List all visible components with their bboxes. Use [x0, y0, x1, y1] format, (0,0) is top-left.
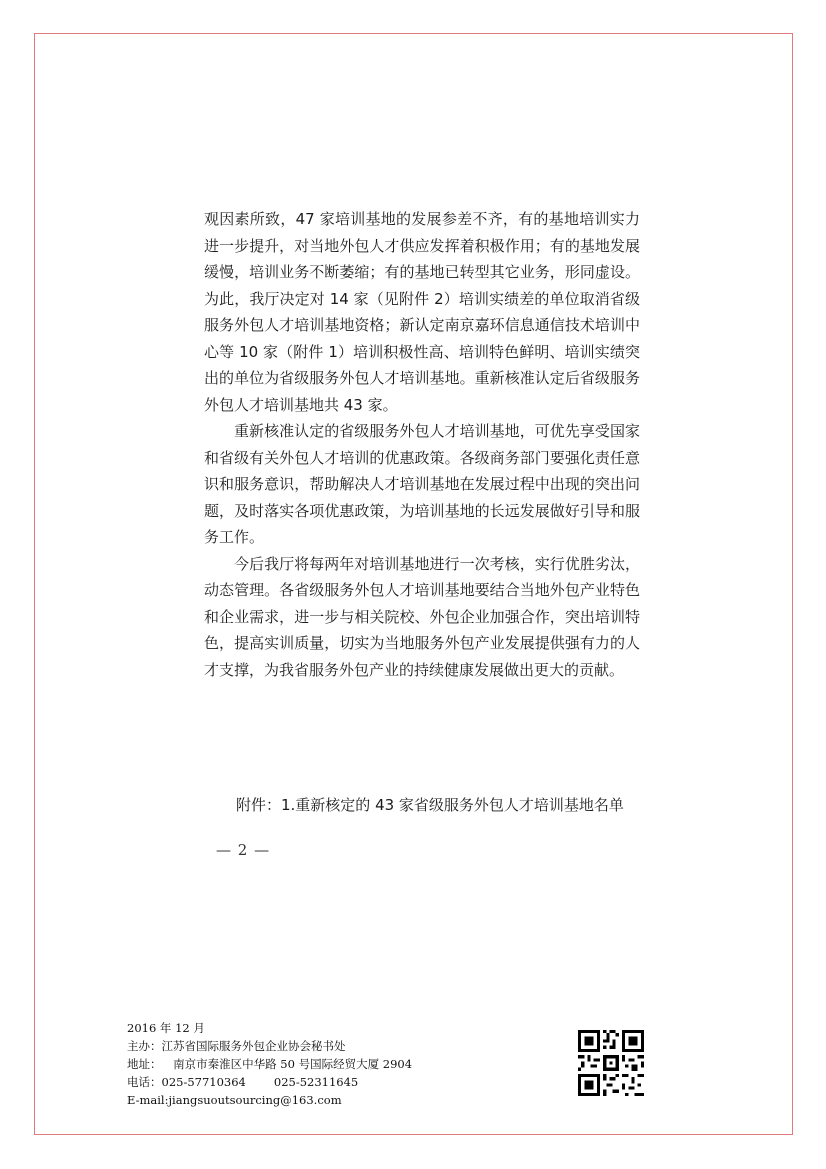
document-body	[204, 206, 640, 683]
footer-phone-label: 电话：	[127, 1075, 162, 1089]
footer-date: 2016 年 12 月	[127, 1021, 205, 1035]
qr-code-icon	[578, 1030, 644, 1096]
footer-phone-row	[127, 1073, 412, 1091]
footer-phone-2: 025-52311645	[273, 1075, 359, 1089]
footer-address-label: 地址：	[127, 1057, 162, 1071]
paragraph-1: 观因素所致，47 家培训基地的发展参差不齐，有的基地培训实力进一步提升，对当地外包人才供应发挥着积极作用；有的基地发展缓慢，培训业务不断萎缩；有的基地已转型其它业务，形同虚设。为此，我厅决定对 14 家（见附件 2）培训实绩差的单位取消省级服务外包人才培训基地资格；新认定南京嘉环信息通信技术培训中心等 10 家（附件 1）培训积极性高、培训特色鲜明、培训实绩突出的单位为省级服务外包人才培训基地。重新核准认定后省级服务外包人才培训基地共 43 家。	[204, 210, 640, 414]
footer-address-row	[127, 1055, 412, 1073]
footer	[127, 1019, 412, 1109]
footer-host: 主办：江苏省国际服务外包企业协会秘书处	[127, 1039, 346, 1053]
paragraph-3: 今后我厅将每两年对培训基地进行一次考核，实行优胜劣汰，动态管理。各省级服务外包人才培训基地要结合当地外包产业特色和企业需求，进一步与相关院校、外包企业加强合作，突出培训特色，提高实训质量，切实为当地服务外包产业发展提供强有力的人才支撑，为我省服务外包产业的持续健康发展做出更大的贡献。	[204, 554, 640, 679]
paragraph-2: 重新核准认定的省级服务外包人才培训基地，可优先享受国家和省级有关外包人才培训的优惠政策。各级商务部门要强化责任意识和服务意识，帮助解决人才培训基地在发展过程中出现的突出问题，及时落实各项优惠政策，为培训基地的长远发展做好引导和服务工作。	[204, 422, 640, 546]
page-number: — 2 —	[216, 841, 271, 859]
footer-email: E-mail:jiangsuoutsourcing@163.com	[127, 1093, 342, 1107]
footer-address: 南京市秦淮区中华路 50 号国际经贸大厦 2904	[173, 1057, 413, 1071]
attachment-line: 附件：1.重新核定的 43 家省级服务外包人才培训基地名单	[236, 796, 624, 814]
footer-phone-1: 025-57710364	[161, 1075, 246, 1089]
